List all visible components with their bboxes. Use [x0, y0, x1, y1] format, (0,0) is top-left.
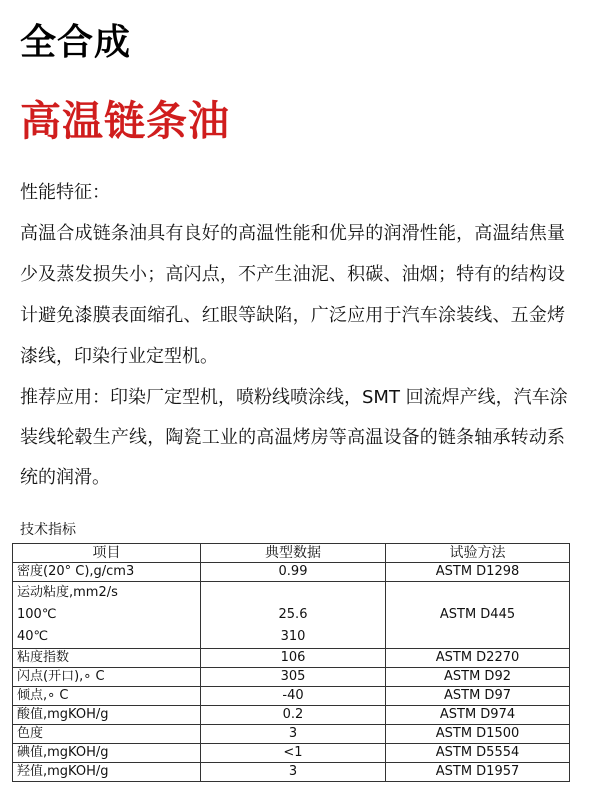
method-cell: ASTM D97	[386, 687, 570, 706]
item-cell: 倾点,∘ C	[13, 687, 201, 706]
features-line: 计避免漆膜表面缩孔、红眼等缺陷，广泛应用于汽车涂装线、五金烤	[20, 305, 565, 326]
table-row	[13, 582, 570, 649]
value-cell	[201, 582, 386, 649]
application-line: 统的润滑。	[20, 467, 110, 488]
item-cell	[13, 582, 201, 649]
item-cell: 羟值,mgKOH/g	[13, 763, 201, 782]
method-cell: ASTM D2270	[386, 649, 570, 668]
spec-table	[12, 543, 570, 782]
value-cell: 0.99	[201, 563, 386, 582]
features-line: 少及蒸发损失小；高闪点，不产生油泥、积碳、油烟；特有的结构设	[20, 264, 565, 285]
value-cell: 305	[201, 668, 386, 687]
table-row	[13, 763, 570, 782]
header-value: 典型数据	[201, 544, 386, 563]
product-title: 全合成	[20, 22, 132, 63]
product-subtitle: 高温链条油	[20, 97, 230, 145]
table-row	[13, 725, 570, 744]
item-sub-label: 40℃	[17, 629, 49, 644]
method-cell: ASTM D974	[386, 706, 570, 725]
item-cell: 酸值,mgKOH/g	[13, 706, 201, 725]
item-cell: 粘度指数	[13, 649, 201, 668]
value-cell: 3	[201, 763, 386, 782]
value-cell: <1	[201, 744, 386, 763]
method-cell: ASTM D5554	[386, 744, 570, 763]
item-label: 运动粘度,mm2/s	[17, 585, 118, 600]
value-cell: -40	[201, 687, 386, 706]
table-row	[13, 649, 570, 668]
table-row	[13, 668, 570, 687]
table-row	[13, 687, 570, 706]
header-item: 项目	[13, 544, 201, 563]
sub-value: 310	[280, 629, 306, 644]
sub-value: 25.6	[278, 607, 308, 622]
value-cell: 106	[201, 649, 386, 668]
features-heading: 性能特征：	[20, 182, 110, 203]
value-cell: 0.2	[201, 706, 386, 725]
features-line: 高温合成链条油具有良好的高温性能和优异的润滑性能，高温结焦量	[20, 223, 565, 244]
table-row	[13, 563, 570, 582]
application-line: 推荐应用：印染厂定型机，喷粉线喷涂线，SMT 回流焊产线，汽车涂	[20, 387, 568, 408]
item-cell: 碘值,mgKOH/g	[13, 744, 201, 763]
value-cell: 3	[201, 725, 386, 744]
table-caption: 技术指标	[20, 522, 76, 538]
item-cell: 闪点(开口),∘ C	[13, 668, 201, 687]
header-method: 试验方法	[386, 544, 570, 563]
method-cell: ASTM D1957	[386, 763, 570, 782]
method-cell: ASTM D445	[386, 582, 570, 649]
method-cell: ASTM D1500	[386, 725, 570, 744]
features-line: 漆线，印染行业定型机。	[20, 346, 218, 367]
table-row	[13, 744, 570, 763]
item-sub-label: 100℃	[17, 607, 57, 622]
item-cell: 色度	[13, 725, 201, 744]
table-row	[13, 706, 570, 725]
method-cell: ASTM D92	[386, 668, 570, 687]
table-header-row	[13, 544, 570, 563]
method-cell: ASTM D1298	[386, 563, 570, 582]
application-line: 装线轮毂生产线，陶瓷工业的高温烤房等高温设备的链条轴承转动系	[20, 427, 565, 448]
item-cell: 密度(20° C),g/cm3	[13, 563, 201, 582]
spacer	[205, 582, 381, 604]
